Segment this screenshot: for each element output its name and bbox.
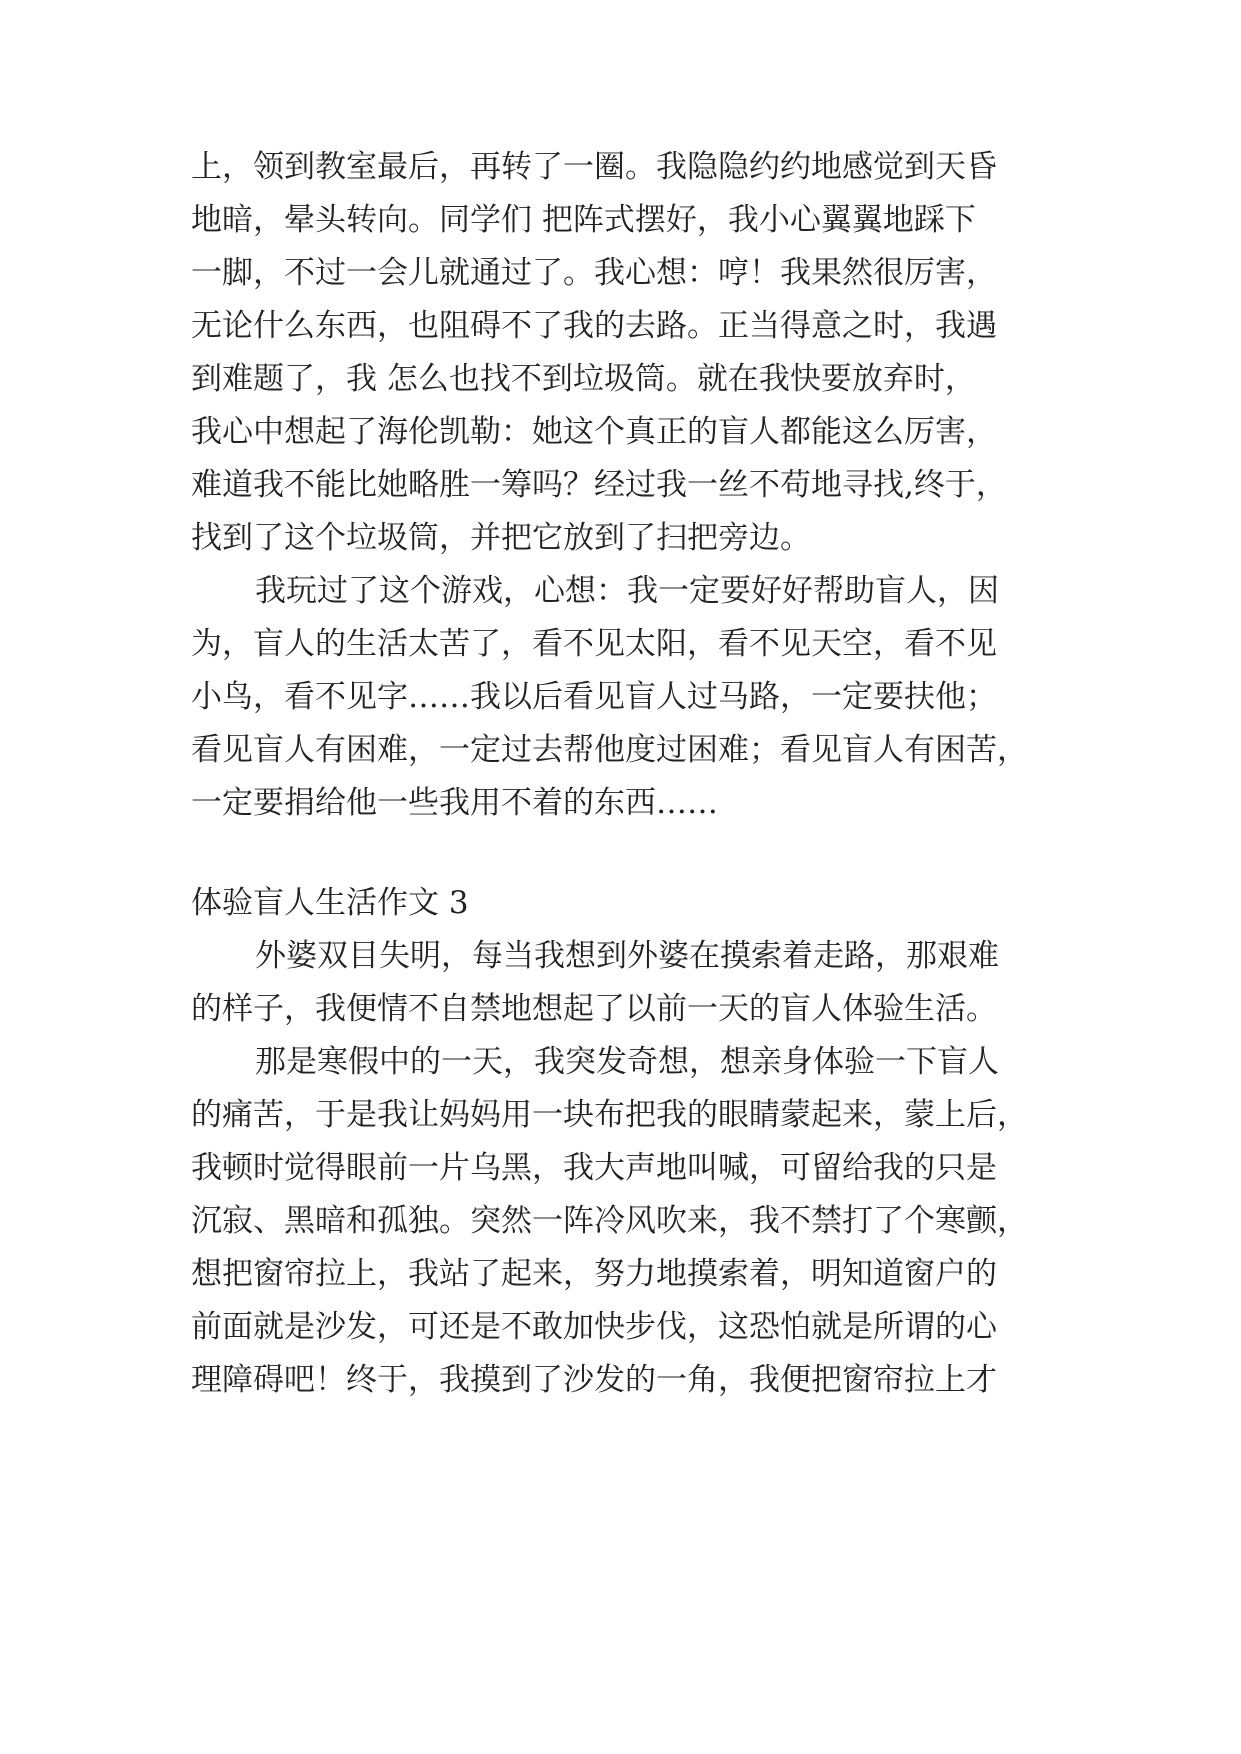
paragraph-line: 难道我不能比她略胜一筹吗？经过我一丝不苟地寻找,终于， [191, 467, 1007, 503]
paragraph-line: 到难题了，我 怎么也找不到垃圾筒。就在我快要放弃时， [191, 361, 976, 397]
paragraph-line: 找到了这个垃圾筒，并把它放到了扫把旁边。 [191, 520, 811, 556]
paragraph-line: 一脚，不过一会儿就通过了。我心想：哼！我果然很厉害， [191, 255, 997, 291]
paragraph-first-line: 我玩过了这个游戏，心想：我一定要好好帮助盲人，因 [255, 573, 999, 609]
paragraph-line: 想把窗帘拉上，我站了起来，努力地摸索着，明知道窗户的 [191, 1256, 997, 1292]
paragraph-line: 看见盲人有困难，一定过去帮他度过困难；看见盲人有困苦， [191, 732, 1028, 768]
paragraph-line: 沉寂、黑暗和孤独。突然一阵冷风吹来，我不禁打了个寒颤， [191, 1203, 1028, 1239]
paragraph-first-line: 那是寒假中的一天，我突发奇想，想亲身体验一下盲人 [255, 1044, 999, 1080]
paragraph-line: 我心中想起了海伦凯勒：她这个真正的盲人都能这么厉害， [191, 414, 997, 450]
section-heading: 体验盲人生活作文 3 [191, 885, 469, 921]
paragraph-line: 前面就是沙发，可还是不敢加快步伐，这恐怕就是所谓的心 [191, 1309, 997, 1345]
paragraph-line: 我顿时觉得眼前一片乌黑，我大声地叫喊，可留给我的只是 [191, 1150, 997, 1186]
paragraph-line: 的痛苦，于是我让妈妈用一块布把我的眼睛蒙起来，蒙上后， [191, 1097, 1028, 1133]
paragraph-line: 一定要捐给他一些我用不着的东西…… [191, 785, 718, 821]
paragraph-line: 为，盲人的生活太苦了，看不见太阳，看不见天空，看不见 [191, 626, 997, 662]
paragraph-line: 小鸟，看不见字……我以后看见盲人过马路，一定要扶他； [191, 679, 997, 715]
paragraph-line: 地暗，晕头转向。同学们 把阵式摆好，我小心翼翼地踩下 [191, 202, 976, 238]
paragraph-line: 上，领到教室最后，再转了一圈。我隐隐约约地感觉到天昏 [191, 149, 997, 185]
paragraph-line: 的样子，我便情不自禁地想起了以前一天的盲人体验生活。 [191, 991, 997, 1027]
paragraph-line: 无论什么东西，也阻碍不了我的去路。正当得意之时，我遇 [191, 308, 997, 344]
paragraph-line: 理障碍吧！终于，我摸到了沙发的一角，我便把窗帘拉上才 [191, 1362, 997, 1398]
paragraph-first-line: 外婆双目失明，每当我想到外婆在摸索着走路，那艰难 [255, 938, 999, 974]
